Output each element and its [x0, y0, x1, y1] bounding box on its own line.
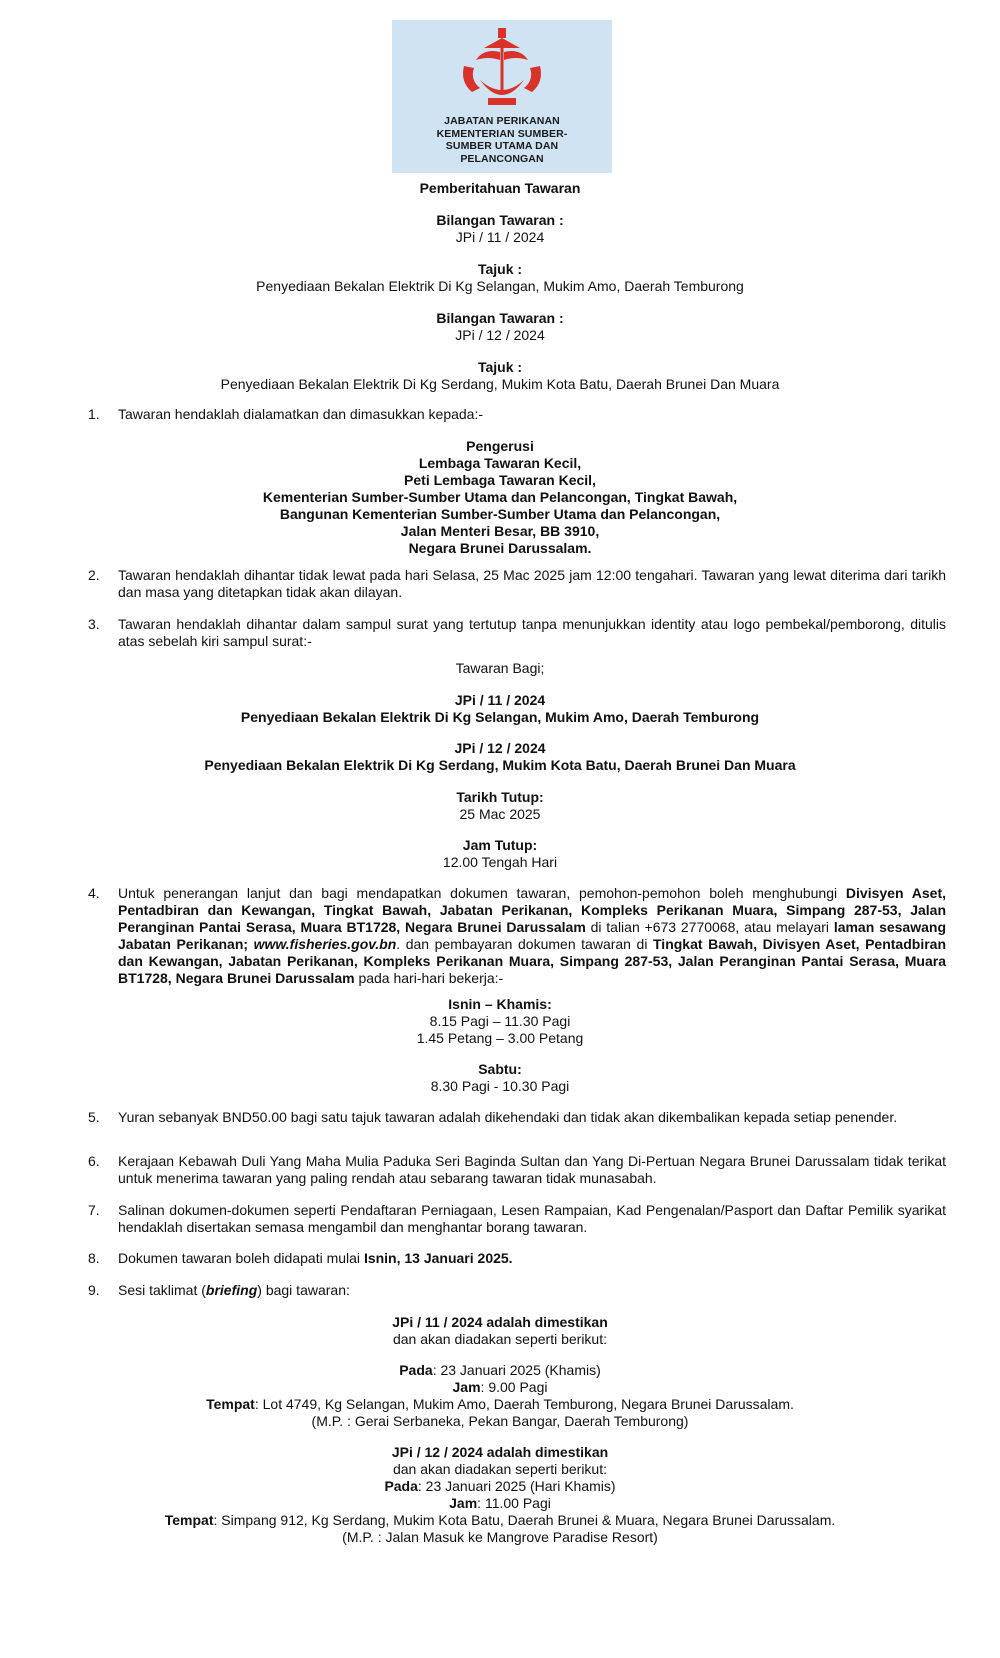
- tender2-tajuk: Penyediaan Bekalan Elektrik Di Kg Serdang, Mukim Kota Batu, Daerah Brunei Dan Muara: [220, 376, 780, 392]
- briefing2-meeting-point: (M.P. : Jalan Masuk ke Mangrove Paradise Resort): [342, 1529, 658, 1545]
- address-line: Bangunan Kementerian Sumber-Sumber Utama dan Pelancongan,: [279, 506, 721, 522]
- close-time-label: Jam Tutup:: [462, 837, 538, 853]
- address-line: Pengerusi: [466, 438, 534, 454]
- weekday-hours-label: Isnin – Khamis:: [448, 996, 552, 1012]
- address-line: Jalan Menteri Besar, BB 3910,: [400, 523, 600, 539]
- address-block: [0, 438, 1000, 557]
- clause-text: Dokumen tawaran boleh didapati mulai Isnin, 13 Januari 2025.: [118, 1250, 513, 1266]
- tender2-label: Bilangan Tawaran :: [436, 310, 564, 326]
- clause-number: 7.: [88, 1202, 100, 1218]
- close-date-label: Tarikh Tutup:: [456, 789, 544, 805]
- close-time: 12.00 Tengah Hari: [442, 854, 558, 870]
- clause-8: [88, 1250, 946, 1267]
- clause-9: [88, 1282, 946, 1299]
- briefing1-meeting-point: (M.P. : Gerai Serbaneka, Pekan Bangar, Daerah Temburong): [311, 1413, 689, 1429]
- clause-number: 4.: [88, 885, 100, 901]
- clause-number: 5.: [88, 1109, 100, 1125]
- clause-number: 3.: [88, 616, 100, 632]
- notice-title: Pemberitahuan Tawaran: [419, 180, 581, 196]
- ministry-logo: [392, 20, 612, 173]
- logo-line: SUMBER UTAMA DAN: [445, 140, 559, 152]
- clause-text: Sesi taklimat (briefing) bagi tawaran:: [118, 1282, 350, 1298]
- clause-number: 9.: [88, 1282, 100, 1298]
- address-line: Peti Lembaga Tawaran Kecil,: [404, 472, 596, 488]
- clause-number: 8.: [88, 1250, 100, 1266]
- clause-5: [88, 1109, 946, 1126]
- brunei-crest-icon: [454, 26, 550, 114]
- weekday-hours-pm: 1.45 Petang – 3.00 Petang: [416, 1030, 584, 1046]
- tender2-tajuk-label: Tajuk :: [477, 359, 523, 375]
- clause-text: Yuran sebanyak BND50.00 bagi satu tajuk tawaran adalah dikehendaki dan tidak akan dikembalikan kepada setiap penender.: [118, 1109, 898, 1125]
- briefing1-subheading: dan akan diadakan seperti berikut:: [392, 1331, 608, 1347]
- clause-number: 6.: [88, 1153, 100, 1169]
- address-line: Kementerian Sumber-Sumber Utama dan Pelancongan, Tingkat Bawah,: [262, 489, 738, 505]
- briefing2-subheading: dan akan diadakan seperti berikut:: [392, 1461, 608, 1477]
- close-date: 25 Mac 2025: [459, 806, 541, 822]
- logo-line: JABATAN PERIKANAN: [444, 115, 560, 127]
- envelope-label: Tawaran Bagi;: [455, 660, 545, 676]
- saturday-hours: 8.30 Pagi - 10.30 Pagi: [430, 1078, 570, 1094]
- tender1-tajuk: Penyediaan Bekalan Elektrik Di Kg Selangan, Mukim Amo, Daerah Temburong: [256, 278, 744, 294]
- tender1-tajuk-label: Tajuk :: [477, 261, 523, 277]
- briefing1-time: Jam: 9.00 Pagi: [452, 1379, 548, 1395]
- briefing2-venue: Tempat: Simpang 912, Kg Serdang, Mukim Kota Batu, Daerah Brunei & Muara, Negara Brunei Darussalam.: [164, 1512, 836, 1528]
- address-line: Lembaga Tawaran Kecil,: [418, 455, 582, 471]
- tender1-number: JPi / 11 / 2024: [455, 229, 545, 245]
- clause-text: Tawaran hendaklah dialamatkan dan dimasukkan kepada:-: [118, 406, 484, 422]
- clause-6: [88, 1153, 946, 1187]
- clause-3: [88, 616, 946, 650]
- clause-text: Salinan dokumen-dokumen seperti Pendaftaran Perniagaan, Lesen Rampaian, Kad Pengenalan/Pasport dan Daftar Pemilik syarikat hendaklah disertakan semasa mengambil dan menghantar borang tawaran.: [118, 1202, 946, 1235]
- envelope-tender1-number: JPi / 11 / 2024: [454, 692, 546, 708]
- clause-number: 2.: [88, 567, 100, 583]
- weekday-hours-am: 8.15 Pagi – 11.30 Pagi: [429, 1013, 571, 1029]
- clause-text: Kerajaan Kebawah Duli Yang Maha Mulia Paduka Seri Baginda Sultan dan Yang Di-Pertuan Negara Brunei Darussalam tidak terikat untuk menerima tawaran yang paling rendah atau sebarang tawaran tidak munasabah.: [118, 1153, 946, 1186]
- envelope-tender2-number: JPi / 12 / 2024: [454, 740, 546, 756]
- clause-text: Tawaran hendaklah dihantar dalam sampul surat yang tertutup tanpa menunjukkan identity atau logo pembekal/pemborong, ditulis atas sebelah kiri sampul surat:-: [118, 616, 946, 649]
- envelope-tender1-title: Penyediaan Bekalan Elektrik Di Kg Selangan, Mukim Amo, Daerah Temburong: [240, 709, 760, 725]
- clause-1: [88, 406, 946, 423]
- briefing2-time: Jam: 11.00 Pagi: [449, 1495, 551, 1511]
- address-line: Negara Brunei Darussalam.: [408, 540, 592, 556]
- tender1-label: Bilangan Tawaran :: [436, 212, 564, 228]
- clause-number: 1.: [88, 406, 100, 422]
- logo-line: PELANCONGAN: [460, 152, 544, 165]
- clause-text: Untuk penerangan lanjut dan bagi mendapatkan dokumen tawaran, pemohon-pemohon boleh menghubungi Divisyen Aset, Pentadbiran dan Kewangan, Tingkat Bawah, Jabatan Perikanan, Kompleks Perikanan Muara, Simpang 287-53, Jalan Peranginan Pantai Serasa, Muara BT1728, Negara Brunei Darussalam di talian +673 2770068, atau melayari laman sesawang Jabatan Perikanan; www.fisheries.gov.bn. dan pembayaran dokumen tawaran di Tingkat Bawah, Divisyen Aset, Pentadbiran dan Kewangan, Jabatan Perikanan, Kompleks Perikanan Muara, Simpang 287-53, Jalan Peranginan Pantai Serasa, Muara BT1728, Negara Brunei Darussalam pada hari-hari bekerja:-: [118, 885, 946, 986]
- briefing2-heading: JPi / 12 / 2024 adalah dimestikan: [391, 1444, 609, 1460]
- fisheries-website-link[interactable]: www.fisheries.gov.bn: [253, 936, 397, 952]
- saturday-hours-label: Sabtu:: [478, 1061, 522, 1077]
- briefing2-date: Pada: 23 Januari 2025 (Hari Khamis): [384, 1478, 616, 1494]
- clause-2: [88, 567, 946, 601]
- envelope-tender2-title: Penyediaan Bekalan Elektrik Di Kg Serdang, Mukim Kota Batu, Daerah Brunei Dan Muara: [204, 757, 796, 773]
- briefing1-heading: JPi / 11 / 2024 adalah dimestikan: [392, 1314, 608, 1330]
- briefing1-venue: Tempat: Lot 4749, Kg Selangan, Mukim Amo, Daerah Temburong, Negara Brunei Darussalam.: [206, 1396, 794, 1412]
- briefing1-date: Pada: 23 Januari 2025 (Khamis): [399, 1362, 601, 1378]
- clause-4: [88, 885, 946, 987]
- tender2-number: JPi / 12 / 2024: [455, 327, 545, 343]
- clause-text: Tawaran hendaklah dihantar tidak lewat pada hari Selasa, 25 Mac 2025 jam 12:00 tengahari. Tawaran yang lewat diterima dari tarikh dan masa yang ditetapkan tidak akan dilayan.: [118, 567, 946, 600]
- clause-7: [88, 1202, 946, 1236]
- logo-line: KEMENTERIAN SUMBER-: [436, 127, 568, 140]
